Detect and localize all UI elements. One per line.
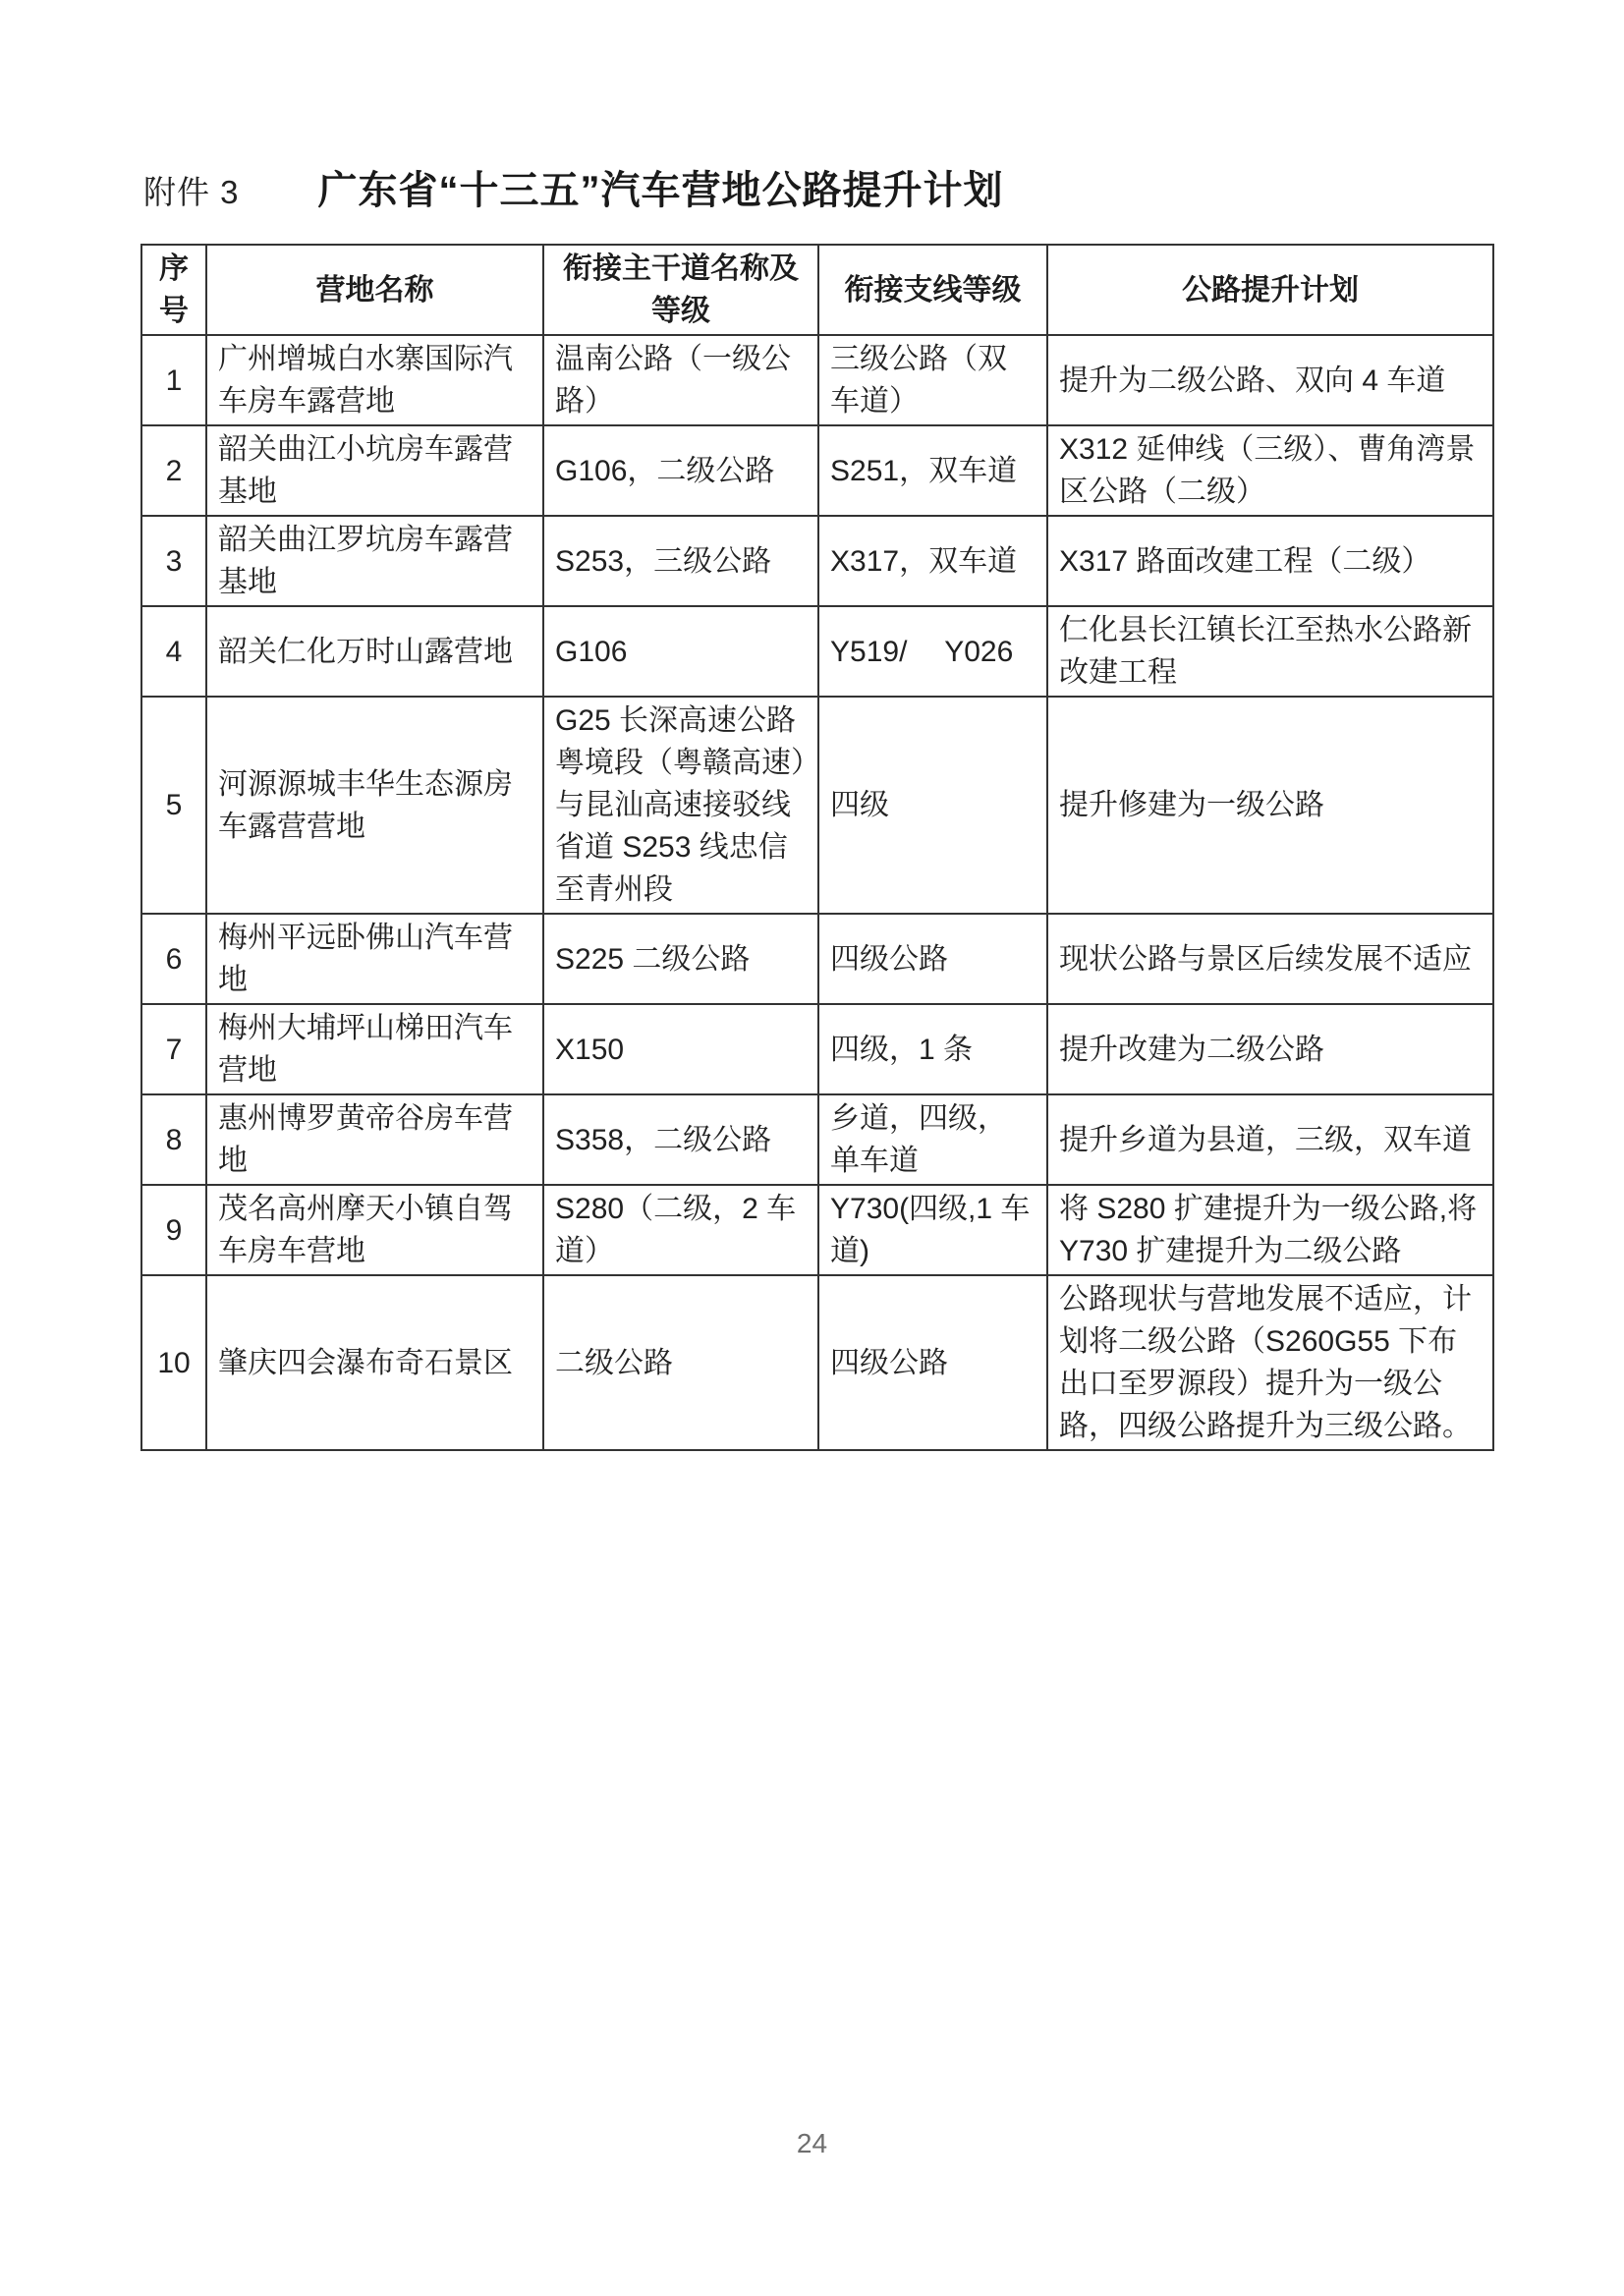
cell-branch-grade: 三级公路（双车道）	[818, 335, 1047, 425]
cell-upgrade-plan: 仁化县长江镇长江至热水公路新改建工程	[1047, 606, 1493, 697]
table-row	[141, 516, 1493, 606]
col-header-upgrade-plan: 公路提升计划	[1047, 245, 1493, 335]
cell-upgrade-plan: 现状公路与景区后续发展不适应	[1047, 914, 1493, 1004]
cell-index: 9	[141, 1185, 206, 1275]
cell-index: 10	[141, 1275, 206, 1450]
table-row	[141, 606, 1493, 697]
cell-index: 4	[141, 606, 206, 697]
cell-index: 8	[141, 1094, 206, 1185]
cell-index: 1	[141, 335, 206, 425]
table-row	[141, 914, 1493, 1004]
cell-branch-grade: 四级，1 条	[818, 1004, 1047, 1094]
col-header-branch-grade: 衔接支线等级	[818, 245, 1047, 335]
col-header-trunk-road: 衔接主干道名称及等级	[543, 245, 818, 335]
cell-camp-name: 梅州平远卧佛山汽车营地	[206, 914, 543, 1004]
table-header-row	[141, 245, 1493, 335]
cell-camp-name: 韶关曲江小坑房车露营基地	[206, 425, 543, 516]
cell-camp-name: 茂名高州摩天小镇自驾车房车营地	[206, 1185, 543, 1275]
col-header-camp-name: 营地名称	[206, 245, 543, 335]
cell-branch-grade: 乡道，四级，单车道	[818, 1094, 1047, 1185]
cell-branch-grade: X317，双车道	[818, 516, 1047, 606]
cell-branch-grade: 四级	[818, 697, 1047, 914]
cell-upgrade-plan: X317 路面改建工程（二级）	[1047, 516, 1493, 606]
table-row	[141, 335, 1493, 425]
page-number: 24	[796, 2128, 828, 2158]
cell-trunk-road: S253，三级公路	[543, 516, 818, 606]
cell-camp-name: 肇庆四会瀑布奇石景区	[206, 1275, 543, 1450]
cell-index: 6	[141, 914, 206, 1004]
page-title: 广东省“十三五”汽车营地公路提升计划	[317, 169, 1004, 212]
cell-camp-name: 河源源城丰华生态源房车露营营地	[206, 697, 543, 914]
cell-index: 2	[141, 425, 206, 516]
cell-trunk-road: S358，二级公路	[543, 1094, 818, 1185]
highway-upgrade-plan-table	[140, 244, 1494, 1451]
cell-upgrade-plan: 提升乡道为县道，三级，双车道	[1047, 1094, 1493, 1185]
cell-upgrade-plan: 提升改建为二级公路	[1047, 1004, 1493, 1094]
cell-trunk-road: 二级公路	[543, 1275, 818, 1450]
cell-camp-name: 梅州大埔坪山梯田汽车营地	[206, 1004, 543, 1094]
cell-index: 5	[141, 697, 206, 914]
cell-branch-grade: 四级公路	[818, 914, 1047, 1004]
cell-trunk-road: S225 二级公路	[543, 914, 818, 1004]
cell-index: 3	[141, 516, 206, 606]
table-row	[141, 1185, 1493, 1275]
cell-branch-grade: Y730(四级,1 车道)	[818, 1185, 1047, 1275]
cell-index: 7	[141, 1004, 206, 1094]
cell-camp-name: 惠州博罗黄帝谷房车营地	[206, 1094, 543, 1185]
document-heading	[143, 159, 1004, 215]
cell-trunk-road: X150	[543, 1004, 818, 1094]
cell-branch-grade: Y519/ Y026	[818, 606, 1047, 697]
cell-camp-name: 韶关仁化万时山露营地	[206, 606, 543, 697]
cell-trunk-road: 温南公路（一级公路）	[543, 335, 818, 425]
cell-upgrade-plan: X312 延伸线（三级）、曹角湾景区公路（二级）	[1047, 425, 1493, 516]
cell-branch-grade: S251，双车道	[818, 425, 1047, 516]
col-header-index: 序号	[141, 245, 206, 335]
appendix-label: 附件 3	[143, 174, 240, 210]
cell-trunk-road: G106，二级公路	[543, 425, 818, 516]
table-row	[141, 1004, 1493, 1094]
table-row	[141, 697, 1493, 914]
cell-upgrade-plan: 提升修建为一级公路	[1047, 697, 1493, 914]
cell-upgrade-plan: 提升为二级公路、双向 4 车道	[1047, 335, 1493, 425]
table-row	[141, 1094, 1493, 1185]
cell-upgrade-plan: 公路现状与营地发展不适应，计划将二级公路（S260G55 下布出口至罗源段）提升为一级公路，四级公路提升为三级公路。	[1047, 1275, 1493, 1450]
table-row	[141, 1275, 1493, 1450]
cell-branch-grade: 四级公路	[818, 1275, 1047, 1450]
cell-camp-name: 韶关曲江罗坑房车露营基地	[206, 516, 543, 606]
cell-camp-name: 广州增城白水寨国际汽车房车露营地	[206, 335, 543, 425]
cell-trunk-road: G106	[543, 606, 818, 697]
cell-trunk-road: S280（二级，2 车道）	[543, 1185, 818, 1275]
cell-upgrade-plan: 将 S280 扩建提升为一级公路,将 Y730 扩建提升为二级公路	[1047, 1185, 1493, 1275]
cell-trunk-road: G25 长深高速公路粤境段（粤赣高速）与昆汕高速接驳线省道 S253 线忠信至青州段	[543, 697, 818, 914]
table-row	[141, 425, 1493, 516]
